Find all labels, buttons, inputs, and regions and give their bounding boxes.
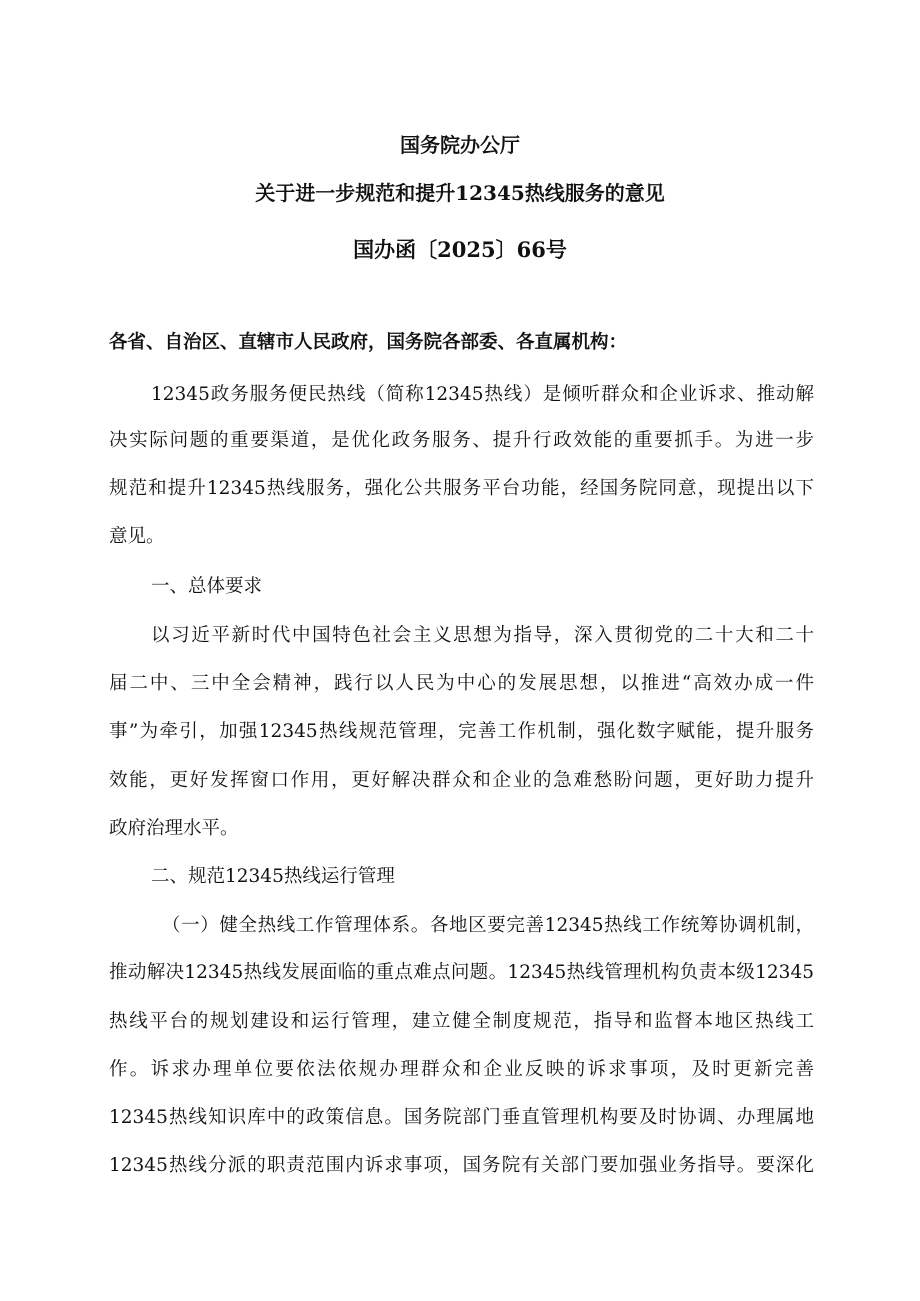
paragraph-line: 事”为牵引，加强12345热线规范管理，完善工作机制，强化数字赋能，提升服务 <box>109 721 814 742</box>
issuer-title: 国务院办公厅 <box>400 133 520 157</box>
intro-line: 决实际问题的重要渠道，是优化政务服务、提升行政效能的重要抓手。为进一步 <box>109 430 814 451</box>
paragraph-line: 12345热线分派的职责范围内诉求事项，国务院有关部门要加强业务指导。要深化 <box>109 1155 814 1176</box>
paragraph-line: 推动解决12345热线发展面临的重点难点问题。12345热线管理机构负责本级12345 <box>109 962 814 983</box>
paragraph-line: 作。诉求办理单位要依法依规办理群众和企业反映的诉求事项，及时更新完善 <box>109 1059 814 1080</box>
paragraph-line: 12345热线知识库中的政策信息。国务院部门垂直管理机构要及时协调、办理属地 <box>109 1107 814 1128</box>
intro-line: 规范和提升12345热线服务，强化公共服务平台功能，经国务院同意，现提出以下 <box>109 478 814 499</box>
paragraph-line: 热线平台的规划建设和运行管理，建立健全制度规范，指导和监督本地区热线工 <box>109 1011 814 1032</box>
salutation: 各省、自治区、直辖市人民政府，国务院各部委、各直属机构： <box>109 332 628 353</box>
paragraph-line: 以习近平新时代中国特色社会主义思想为指导，深入贯彻党的二十大和二十 <box>151 625 814 646</box>
paragraph-line: 政府治理水平。 <box>109 818 239 839</box>
document-title: 关于进一步规范和提升12345热线服务的意见 <box>255 181 665 205</box>
paragraph-line: 届二中、三中全会精神，践行以人民为中心的发展思想，以推进“高效办成一件 <box>109 673 814 694</box>
section-heading: 二、规范12345热线运行管理 <box>151 866 395 887</box>
intro-line: 12345政务服务便民热线（简称12345热线）是倾听群众和企业诉求、推动解 <box>151 384 814 405</box>
section-heading: 一、总体要求 <box>151 576 263 597</box>
paragraph-line: （一）健全热线工作管理体系。各地区要完善12345热线工作统筹协调机制， <box>162 915 814 936</box>
intro-line: 意见。 <box>109 526 165 547</box>
paragraph-line: 效能，更好发挥窗口作用，更好解决群众和企业的急难愁盼问题，更好助力提升 <box>109 770 814 791</box>
document-number: 国办函〔2025〕66号 <box>353 237 567 262</box>
